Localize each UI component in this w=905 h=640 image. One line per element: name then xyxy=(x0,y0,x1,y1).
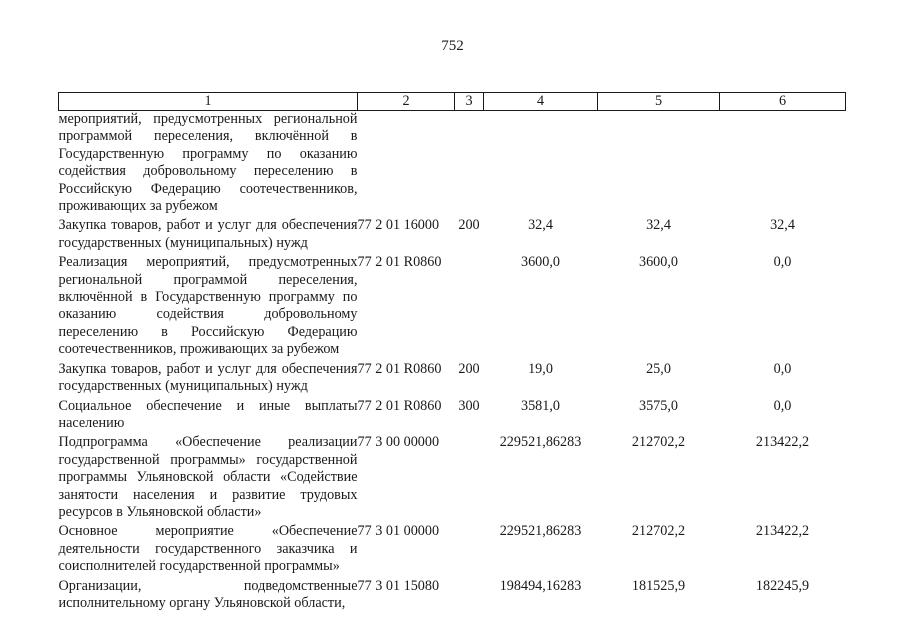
row-value-col6: 32,4 xyxy=(770,217,795,234)
row-code: 77 3 01 15080 xyxy=(357,577,440,594)
row-name: Основное мероприятие «Обеспечение деятельности государственного заказчика и соисполнителей государственной программы» xyxy=(58,523,358,575)
row-expense-type xyxy=(455,521,484,575)
table-row xyxy=(59,215,846,252)
row-value-col5: 181525,9 xyxy=(631,577,686,594)
table-row xyxy=(59,576,846,613)
column-header-6: 6 xyxy=(720,93,846,111)
table-row xyxy=(59,359,846,396)
row-value-col6: 0,0 xyxy=(773,254,792,271)
column-header-2: 2 xyxy=(358,93,455,111)
row-value-col5: 212702,2 xyxy=(631,434,686,451)
row-value-col6: 213422,2 xyxy=(755,434,810,451)
column-header-1: 1 xyxy=(59,93,358,111)
row-value-col6: 0,0 xyxy=(773,397,792,414)
row-code xyxy=(358,111,455,216)
row-value-col6 xyxy=(720,111,846,216)
row-name: Закупка товаров, работ и услуг для обеспечения государственных (муниципальных) нужд xyxy=(58,360,358,395)
row-value-col4: 19,0 xyxy=(528,360,553,377)
row-value-col6: 213422,2 xyxy=(755,523,810,540)
table-row xyxy=(59,396,846,433)
row-name: Организации, подведомственные исполнительному органу Ульяновской области, xyxy=(58,577,358,611)
column-header-3: 3 xyxy=(455,93,484,111)
row-expense-type: 200 xyxy=(458,217,480,234)
column-header-4: 4 xyxy=(484,93,598,111)
row-value-col4: 229521,86283 xyxy=(499,523,582,540)
budget-table xyxy=(58,92,846,612)
row-value-col5 xyxy=(598,111,720,216)
column-header-5: 5 xyxy=(598,93,720,111)
row-code: 77 3 00 00000 xyxy=(357,434,440,451)
row-value-col4: 198494,16283 xyxy=(499,577,582,594)
row-name: Подпрограмма «Обеспечение реализации государственной программы» государственной программы Ульяновской области «Содействие занятости населения и развитие трудовых ресурсов в Ульяновской области» xyxy=(58,434,358,520)
row-value-col5: 32,4 xyxy=(646,217,671,234)
row-name: Закупка товаров, работ и услуг для обеспечения государственных (муниципальных) нужд xyxy=(58,217,358,251)
row-code: 77 2 01 16000 xyxy=(357,217,440,234)
row-name: мероприятий, предусмотренных региональной программой переселения, включённой в Государственную программу по оказанию содействия добровольному переселению в Российскую Федерацию соотечественников, проживающих за рубежом xyxy=(58,111,358,215)
table-row xyxy=(59,432,846,521)
row-value-col6: 0,0 xyxy=(773,360,792,377)
row-code: 77 2 01 R0860 xyxy=(357,397,442,414)
row-value-col5: 3575,0 xyxy=(638,397,678,414)
row-code: 77 3 01 00000 xyxy=(357,523,440,540)
row-value-col5: 25,0 xyxy=(646,360,671,377)
row-expense-type xyxy=(455,111,484,216)
row-expense-type xyxy=(455,252,484,358)
row-value-col5: 3600,0 xyxy=(638,254,678,271)
row-name: Реализация мероприятий, предусмотренных региональной программой переселения, включённой в Государственную программу по оказанию содействия добровольному переселению в Российскую Федерацию соотечественников, проживающих за рубежом xyxy=(58,254,358,358)
row-value-col4: 3581,0 xyxy=(520,397,560,414)
row-expense-type xyxy=(455,432,484,521)
row-value-col6: 182245,9 xyxy=(755,577,810,594)
row-value-col4: 32,4 xyxy=(528,217,553,234)
table-row xyxy=(59,111,846,216)
row-code: 77 2 01 R0860 xyxy=(357,254,442,271)
row-code: 77 2 01 R0860 xyxy=(357,360,442,377)
row-value-col4: 229521,86283 xyxy=(499,434,582,451)
row-name: Социальное обеспечение и иные выплаты населению xyxy=(58,397,358,431)
page-number: 752 xyxy=(441,38,464,54)
row-value-col4: 3600,0 xyxy=(520,254,560,271)
row-expense-type xyxy=(455,576,484,613)
table-row xyxy=(59,252,846,358)
row-expense-type: 300 xyxy=(458,397,480,414)
table-header-row xyxy=(59,93,846,111)
table-row xyxy=(59,521,846,575)
row-value-col5: 212702,2 xyxy=(631,523,686,540)
row-value-col4 xyxy=(484,111,598,216)
row-expense-type: 200 xyxy=(458,360,480,377)
